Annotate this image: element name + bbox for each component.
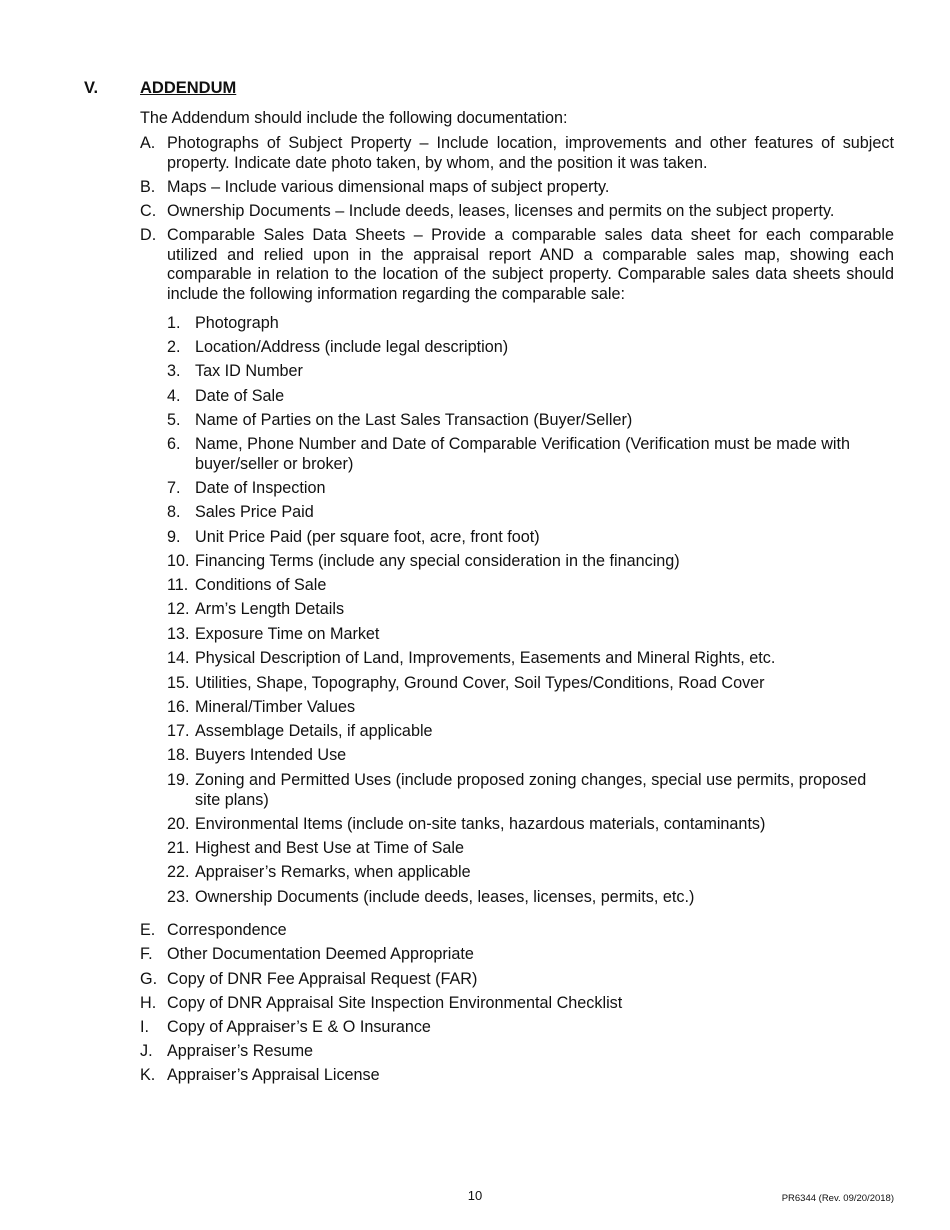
sub-item-label: 10. xyxy=(167,552,190,570)
item-label: E. xyxy=(140,921,156,939)
item-label: J. xyxy=(140,1042,153,1060)
sub-item-20 xyxy=(167,815,894,835)
sub-item-text: Buyers Intended Use xyxy=(195,746,347,764)
sub-item-text: Appraiser’s Remarks, when applicable xyxy=(195,863,471,881)
item-text: Copy of DNR Appraisal Site Inspection Environmental Checklist xyxy=(167,994,623,1012)
item-text: Appraiser’s Appraisal License xyxy=(167,1066,380,1084)
item-text: Ownership Documents – Include deeds, leases, licenses and permits on the subject property. xyxy=(167,202,835,220)
sub-item-text: Name of Parties on the Last Sales Transaction (Buyer/Seller) xyxy=(195,411,633,429)
sub-item-9 xyxy=(167,528,894,548)
sub-item-1 xyxy=(167,314,894,334)
sub-item-label: 21. xyxy=(167,839,190,857)
item-label: C. xyxy=(140,202,157,220)
sub-item-text: Location/Address (include legal description) xyxy=(195,338,509,356)
sub-item-3 xyxy=(167,362,894,382)
sub-item-2 xyxy=(167,338,894,358)
sub-item-label: 17. xyxy=(167,722,190,740)
sub-item-label: 8. xyxy=(167,503,181,521)
sub-item-17 xyxy=(167,722,894,742)
sub-item-text: Arm’s Length Details xyxy=(195,600,345,618)
sub-item-label: 20. xyxy=(167,815,190,833)
sub-item-10 xyxy=(167,552,894,572)
sub-item-21 xyxy=(167,839,894,859)
form-id: PR6344 (Rev. 09/20/2018) xyxy=(781,1193,894,1204)
sub-item-text: Mineral/Timber Values xyxy=(195,698,356,716)
sub-item-13 xyxy=(167,625,894,645)
sub-item-label: 16. xyxy=(167,698,190,716)
item-text: Copy of DNR Fee Appraisal Request (FAR) xyxy=(167,970,478,988)
list-item-d xyxy=(140,226,894,304)
sub-item-18 xyxy=(167,746,894,766)
item-label: K. xyxy=(140,1066,156,1084)
sub-item-label: 19. xyxy=(167,771,190,789)
sub-item-text: Utilities, Shape, Topography, Ground Cover, Soil Types/Conditions, Road Cover xyxy=(195,674,765,692)
list-item-g xyxy=(140,970,894,990)
sub-item-19 xyxy=(167,771,894,810)
sub-item-22 xyxy=(167,863,894,883)
sub-item-text: Unit Price Paid (per square foot, acre, front foot) xyxy=(195,528,540,546)
sub-item-label: 13. xyxy=(167,625,190,643)
item-label: G. xyxy=(140,970,158,988)
sub-item-label: 3. xyxy=(167,362,181,380)
sub-item-text: Ownership Documents (include deeds, leases, licenses, permits, etc.) xyxy=(195,888,695,906)
section-title: ADDENDUM xyxy=(140,79,237,97)
item-label: I. xyxy=(140,1018,149,1036)
item-text: Maps – Include various dimensional maps of subject property. xyxy=(167,178,610,196)
item-text: Appraiser’s Resume xyxy=(167,1042,314,1060)
sub-item-7 xyxy=(167,479,894,499)
item-label: H. xyxy=(140,994,157,1012)
sub-item-label: 4. xyxy=(167,387,181,405)
list-item-j xyxy=(140,1042,894,1062)
sub-item-label: 6. xyxy=(167,435,181,453)
sub-item-label: 1. xyxy=(167,314,181,332)
list-item-a xyxy=(140,134,894,173)
sub-item-label: 23. xyxy=(167,888,190,906)
item-label: F. xyxy=(140,945,153,963)
sub-item-label: 9. xyxy=(167,528,181,546)
sub-item-label: 5. xyxy=(167,411,181,429)
sub-item-label: 22. xyxy=(167,863,190,881)
sub-item-text: Conditions of Sale xyxy=(195,576,327,594)
sub-item-16 xyxy=(167,698,894,718)
item-text: Correspondence xyxy=(167,921,287,939)
item-text: Copy of Appraiser’s E & O Insurance xyxy=(167,1018,431,1036)
sub-item-label: 15. xyxy=(167,674,190,692)
sub-item-8 xyxy=(167,503,894,523)
item-text: Other Documentation Deemed Appropriate xyxy=(167,945,474,963)
item-label: A. xyxy=(140,134,156,152)
list-item-h xyxy=(140,994,894,1014)
item-label: B. xyxy=(140,178,156,196)
list-item-k xyxy=(140,1066,894,1086)
sub-item-label: 14. xyxy=(167,649,190,667)
list-item-c xyxy=(140,202,894,222)
sub-item-text: Physical Description of Land, Improvements, Easements and Mineral Rights, etc. xyxy=(195,649,776,667)
sub-item-text: Date of Sale xyxy=(195,387,285,405)
item-text: Comparable Sales Data Sheets – Provide a comparable sales data sheet for each comparable utilized and relied upon in the appraisal report AND a comparable sales map, showing each comparable in relation to the location of the subject property. Comparable sales data sheets should include the following information regarding the comparable sale: xyxy=(167,226,894,303)
item-text: Photographs of Subject Property – Include location, improvements and other features of subject property. Indicate date photo taken, by whom, and the position it was taken. xyxy=(167,134,894,172)
sub-item-label: 12. xyxy=(167,600,190,618)
sub-item-text: Photograph xyxy=(195,314,279,332)
list-item-b xyxy=(140,178,894,198)
sub-item-text: Assemblage Details, if applicable xyxy=(195,722,433,740)
sub-item-text: Environmental Items (include on-site tanks, hazardous materials, contaminants) xyxy=(195,815,766,833)
sub-item-label: 18. xyxy=(167,746,190,764)
sub-item-label: 2. xyxy=(167,338,181,356)
sub-item-text: Exposure Time on Market xyxy=(195,625,380,643)
sub-item-text: Name, Phone Number and Date of Comparable Verification (Verification must be made with buyer/seller or broker) xyxy=(195,435,851,473)
list-item-e xyxy=(140,921,894,941)
sub-item-text: Tax ID Number xyxy=(195,362,303,380)
sub-item-4 xyxy=(167,387,894,407)
sub-item-label: 7. xyxy=(167,479,181,497)
item-label: D. xyxy=(140,226,157,244)
sub-item-14 xyxy=(167,649,894,669)
sub-item-23 xyxy=(167,888,894,908)
sub-item-text: Sales Price Paid xyxy=(195,503,314,521)
sub-item-label: 11. xyxy=(167,576,189,594)
sub-item-12 xyxy=(167,600,894,620)
sub-item-text: Highest and Best Use at Time of Sale xyxy=(195,839,465,857)
intro-text: The Addendum should include the following documentation: xyxy=(140,109,568,127)
sub-item-text: Zoning and Permitted Uses (include proposed zoning changes, special use permits, proposed site plans) xyxy=(195,771,867,809)
page-number: 10 xyxy=(467,1188,483,1203)
sub-item-text: Financing Terms (include any special consideration in the financing) xyxy=(195,552,680,570)
list-item-i xyxy=(140,1018,894,1038)
sub-item-5 xyxy=(167,411,894,431)
sub-item-15 xyxy=(167,674,894,694)
section-number: V. xyxy=(84,79,99,97)
sub-item-11 xyxy=(167,576,894,596)
sub-item-text: Date of Inspection xyxy=(195,479,326,497)
list-item-f xyxy=(140,945,894,965)
sub-item-6 xyxy=(167,435,894,474)
